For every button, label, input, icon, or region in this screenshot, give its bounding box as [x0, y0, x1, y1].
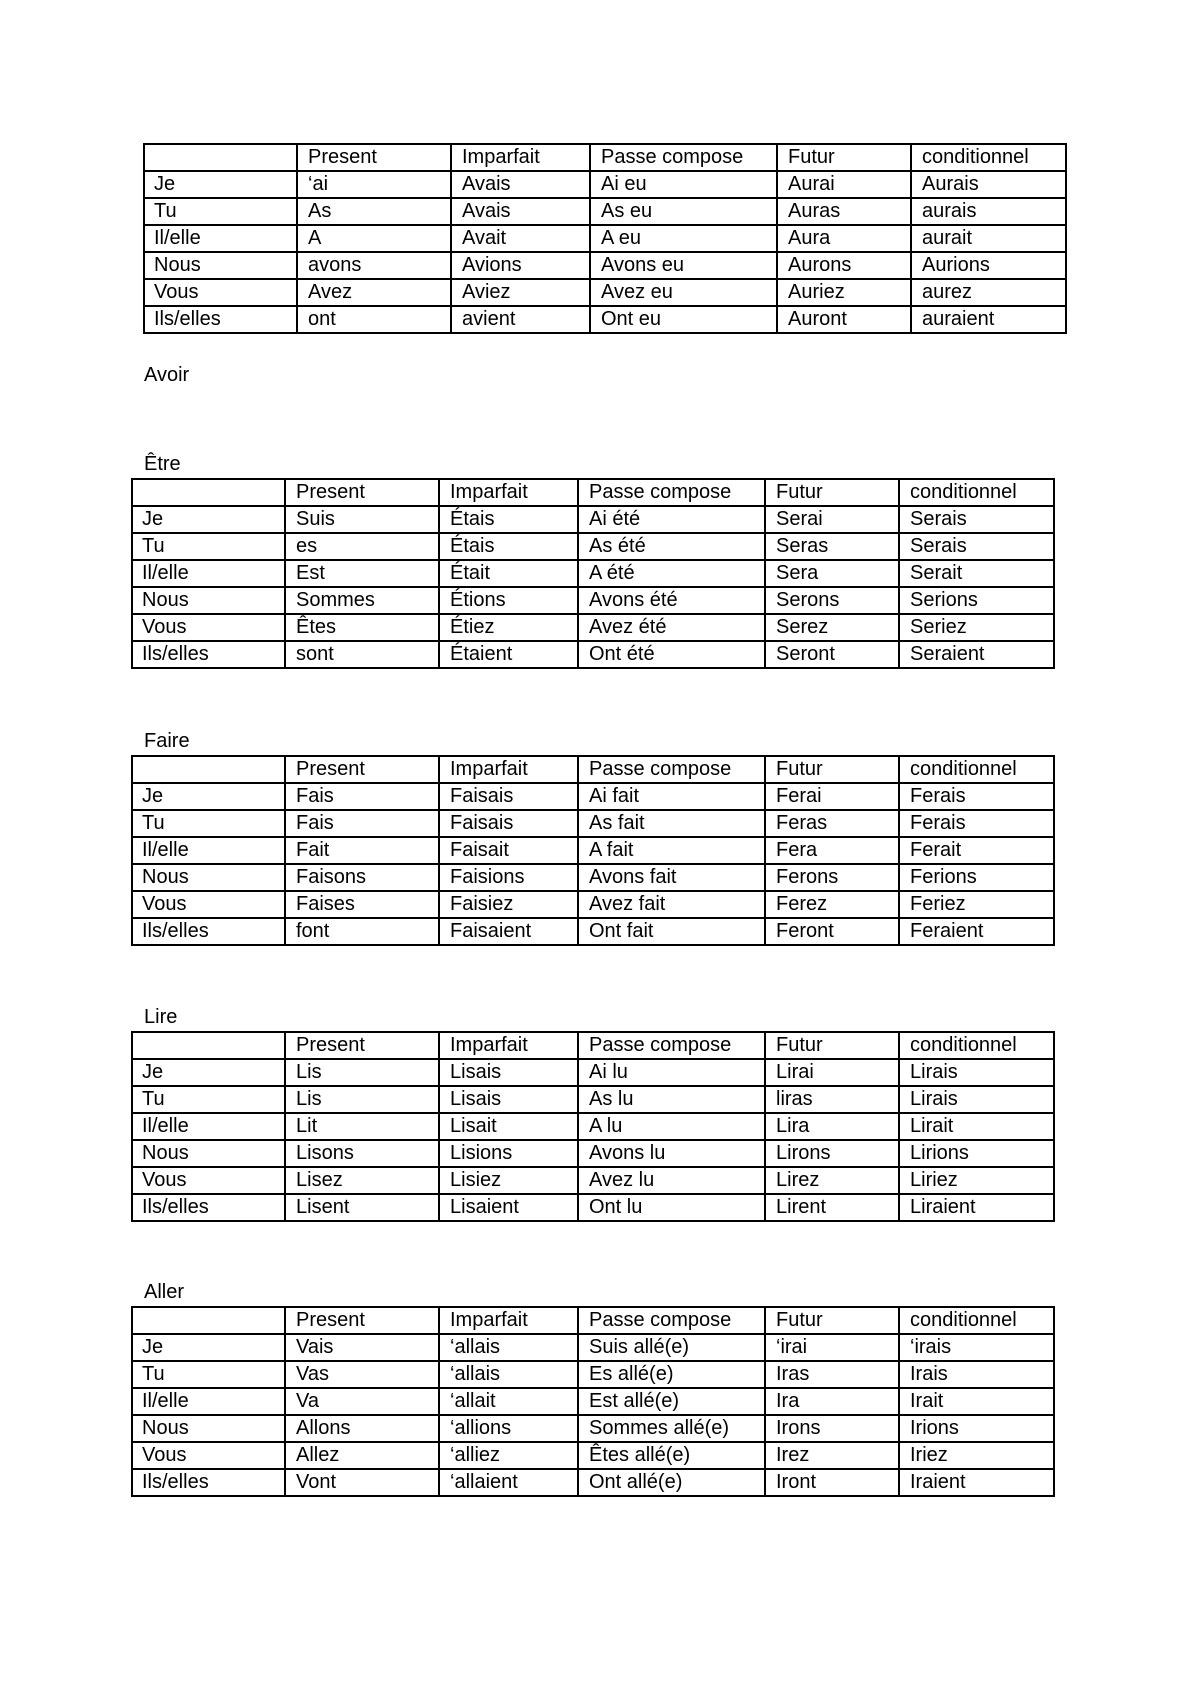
table-row — [132, 837, 1054, 864]
conjugation-cell: ‘ai — [297, 171, 451, 198]
conjugation-cell: ‘alliez — [439, 1442, 578, 1469]
conjugation-cell: Irez — [765, 1442, 899, 1469]
column-header-cell: conditionnel — [899, 479, 1054, 506]
conjugation-cell: A été — [578, 560, 765, 587]
pronoun-cell: Il/elle — [132, 1113, 285, 1140]
conjugation-cell: aurais — [911, 198, 1066, 225]
conjugation-cell: Serai — [765, 506, 899, 533]
conjugation-cell: Est — [285, 560, 439, 587]
table-row — [132, 1442, 1054, 1469]
conjugation-cell: Avons eu — [590, 252, 777, 279]
conjugation-cell: Feras — [765, 810, 899, 837]
header-corner-cell — [144, 144, 297, 171]
pronoun-cell: Tu — [132, 810, 285, 837]
pronoun-cell: Il/elle — [132, 837, 285, 864]
pronoun-cell: Je — [132, 506, 285, 533]
conjugation-cell: As fait — [578, 810, 765, 837]
table-row — [132, 1113, 1054, 1140]
pronoun-cell: Ils/elles — [132, 1469, 285, 1496]
pronoun-cell: Nous — [132, 587, 285, 614]
conjugation-cell: Lisions — [439, 1140, 578, 1167]
column-header-cell: Imparfait — [439, 756, 578, 783]
conjugation-cell: Aurais — [911, 171, 1066, 198]
conjugation-cell: Étais — [439, 506, 578, 533]
pronoun-cell: Tu — [132, 1086, 285, 1113]
conjugation-cell: Ferais — [899, 783, 1054, 810]
column-header-cell: Passe compose — [578, 756, 765, 783]
conjugation-cell: Ferais — [899, 810, 1054, 837]
conjugation-cell: Avions — [451, 252, 590, 279]
pronoun-cell: Vous — [132, 891, 285, 918]
conjugation-cell: Lirais — [899, 1059, 1054, 1086]
conjugation-cell: Serais — [899, 533, 1054, 560]
conjugation-cell: Lirent — [765, 1194, 899, 1221]
pronoun-cell: Je — [132, 1334, 285, 1361]
table-row — [132, 810, 1054, 837]
conjugation-table-avoir — [143, 143, 1067, 334]
conjugation-cell: Allez — [285, 1442, 439, 1469]
conjugation-cell: A — [297, 225, 451, 252]
pronoun-cell: Ils/elles — [132, 1194, 285, 1221]
column-header-cell: conditionnel — [899, 1032, 1054, 1059]
conjugation-cell: As lu — [578, 1086, 765, 1113]
conjugation-cell: Auras — [777, 198, 911, 225]
table-row — [132, 560, 1054, 587]
conjugation-cell: As eu — [590, 198, 777, 225]
column-header-cell: conditionnel — [899, 1307, 1054, 1334]
column-header-cell: Present — [285, 1307, 439, 1334]
column-header-cell: Imparfait — [439, 479, 578, 506]
conjugation-cell: Lirons — [765, 1140, 899, 1167]
table-row — [144, 279, 1066, 306]
conjugation-cell: Ai été — [578, 506, 765, 533]
conjugation-cell: Lirions — [899, 1140, 1054, 1167]
conjugation-cell: Ai lu — [578, 1059, 765, 1086]
table-body — [132, 479, 1054, 668]
conjugation-cell: avons — [297, 252, 451, 279]
conjugation-cell: A lu — [578, 1113, 765, 1140]
conjugation-cell: Feront — [765, 918, 899, 945]
conjugation-cell: Faisions — [439, 864, 578, 891]
table-row — [132, 1086, 1054, 1113]
conjugation-cell: Liriez — [899, 1167, 1054, 1194]
conjugation-cell: Seront — [765, 641, 899, 668]
conjugation-cell: Étais — [439, 533, 578, 560]
conjugation-cell: Irons — [765, 1415, 899, 1442]
column-header-cell: Futur — [765, 756, 899, 783]
conjugation-cell: Étions — [439, 587, 578, 614]
conjugation-cell: Avais — [451, 171, 590, 198]
conjugation-cell: Lisaient — [439, 1194, 578, 1221]
conjugation-cell: Sommes — [285, 587, 439, 614]
conjugation-cell: es — [285, 533, 439, 560]
conjugation-cell: Lirai — [765, 1059, 899, 1086]
conjugation-cell: A fait — [578, 837, 765, 864]
table-row — [132, 614, 1054, 641]
table-header-row — [132, 1032, 1054, 1059]
header-corner-cell — [132, 1032, 285, 1059]
conjugation-cell: Lira — [765, 1113, 899, 1140]
conjugation-cell: Fait — [285, 837, 439, 864]
conjugation-cell: Êtes allé(e) — [578, 1442, 765, 1469]
table-row — [132, 506, 1054, 533]
table-row — [132, 1361, 1054, 1388]
conjugation-cell: ‘allais — [439, 1361, 578, 1388]
pronoun-cell: Tu — [132, 533, 285, 560]
conjugation-cell: Fera — [765, 837, 899, 864]
table-header-row — [132, 756, 1054, 783]
pronoun-cell: Il/elle — [144, 225, 297, 252]
conjugation-cell: Ferons — [765, 864, 899, 891]
conjugation-cell: liras — [765, 1086, 899, 1113]
conjugation-cell: Suis allé(e) — [578, 1334, 765, 1361]
conjugation-cell: Êtes — [285, 614, 439, 641]
conjugation-cell: Était — [439, 560, 578, 587]
verb-title-lire: Lire — [144, 1006, 178, 1028]
conjugation-cell: Lit — [285, 1113, 439, 1140]
conjugation-cell: Aurons — [777, 252, 911, 279]
table-row — [132, 587, 1054, 614]
column-header-cell: Present — [297, 144, 451, 171]
column-header-cell: Futur — [765, 1307, 899, 1334]
column-header-cell: conditionnel — [899, 756, 1054, 783]
conjugation-cell: Suis — [285, 506, 439, 533]
table-row — [132, 1140, 1054, 1167]
column-header-cell: Imparfait — [451, 144, 590, 171]
conjugation-cell: font — [285, 918, 439, 945]
conjugation-cell: Étaient — [439, 641, 578, 668]
conjugation-cell: Avons fait — [578, 864, 765, 891]
header-corner-cell — [132, 479, 285, 506]
conjugation-cell: avient — [451, 306, 590, 333]
conjugation-cell: Iriez — [899, 1442, 1054, 1469]
conjugation-cell: Serais — [899, 506, 1054, 533]
table-body — [132, 1307, 1054, 1496]
conjugation-cell: Avez eu — [590, 279, 777, 306]
pronoun-cell: Nous — [132, 864, 285, 891]
conjugation-cell: Seras — [765, 533, 899, 560]
table-row — [144, 306, 1066, 333]
conjugation-cell: Aurai — [777, 171, 911, 198]
conjugation-cell: Aurions — [911, 252, 1066, 279]
column-header-cell: Passe compose — [578, 479, 765, 506]
conjugation-cell: Faisait — [439, 837, 578, 864]
conjugation-cell: Irait — [899, 1388, 1054, 1415]
table-row — [144, 252, 1066, 279]
conjugation-cell: ‘allait — [439, 1388, 578, 1415]
conjugation-cell: Lisait — [439, 1113, 578, 1140]
table-row — [132, 533, 1054, 560]
conjugation-cell: Est allé(e) — [578, 1388, 765, 1415]
conjugation-cell: ont — [297, 306, 451, 333]
conjugation-cell: Aviez — [451, 279, 590, 306]
conjugation-cell: Fais — [285, 783, 439, 810]
conjugation-cell: Ont été — [578, 641, 765, 668]
conjugation-cell: Avons été — [578, 587, 765, 614]
table-row — [132, 1059, 1054, 1086]
conjugation-table-lire — [131, 1031, 1055, 1222]
conjugation-cell: Sommes allé(e) — [578, 1415, 765, 1442]
conjugation-cell: Irions — [899, 1415, 1054, 1442]
pronoun-cell: Vous — [144, 279, 297, 306]
pronoun-cell: Je — [144, 171, 297, 198]
conjugation-cell: Seriez — [899, 614, 1054, 641]
conjugation-cell: Sera — [765, 560, 899, 587]
table-body — [132, 756, 1054, 945]
conjugation-cell: aurait — [911, 225, 1066, 252]
pronoun-cell: Nous — [132, 1415, 285, 1442]
table-row — [132, 1194, 1054, 1221]
conjugation-cell: Serions — [899, 587, 1054, 614]
verb-title-faire: Faire — [144, 730, 190, 752]
conjugation-cell: Seraient — [899, 641, 1054, 668]
conjugation-cell: As été — [578, 533, 765, 560]
conjugation-cell: Ferez — [765, 891, 899, 918]
conjugation-cell: Faisaient — [439, 918, 578, 945]
conjugation-cell: Ont eu — [590, 306, 777, 333]
table-row — [132, 783, 1054, 810]
conjugation-table-etre — [131, 478, 1055, 669]
conjugation-cell: Lirait — [899, 1113, 1054, 1140]
conjugation-cell: Va — [285, 1388, 439, 1415]
table-body — [132, 1032, 1054, 1221]
conjugation-cell: Faisais — [439, 783, 578, 810]
conjugation-cell: Iront — [765, 1469, 899, 1496]
conjugation-cell: Ferait — [899, 837, 1054, 864]
pronoun-cell: Je — [132, 783, 285, 810]
conjugation-cell: Lis — [285, 1059, 439, 1086]
table-row — [132, 641, 1054, 668]
conjugation-cell: Lirez — [765, 1167, 899, 1194]
conjugation-cell: aurez — [911, 279, 1066, 306]
conjugation-cell: Faises — [285, 891, 439, 918]
conjugation-cell: auraient — [911, 306, 1066, 333]
pronoun-cell: Je — [132, 1059, 285, 1086]
conjugation-cell: Lisais — [439, 1059, 578, 1086]
conjugation-cell: Liraient — [899, 1194, 1054, 1221]
conjugation-cell: Iraient — [899, 1469, 1054, 1496]
pronoun-cell: Il/elle — [132, 560, 285, 587]
pronoun-cell: Ils/elles — [132, 918, 285, 945]
conjugation-cell: Ferai — [765, 783, 899, 810]
conjugation-table-aller — [131, 1306, 1055, 1497]
conjugation-cell: Irais — [899, 1361, 1054, 1388]
table-row — [132, 891, 1054, 918]
verb-title-etre: Être — [144, 453, 181, 475]
pronoun-cell: Tu — [144, 198, 297, 225]
conjugation-cell: As — [297, 198, 451, 225]
conjugation-cell: Ai eu — [590, 171, 777, 198]
conjugation-cell: Serait — [899, 560, 1054, 587]
conjugation-cell: ‘irais — [899, 1334, 1054, 1361]
conjugation-table-faire — [131, 755, 1055, 946]
conjugation-cell: Ai fait — [578, 783, 765, 810]
table-header-row — [132, 1307, 1054, 1334]
conjugation-cell: Avez — [297, 279, 451, 306]
table-row — [132, 1469, 1054, 1496]
conjugation-cell: ‘allions — [439, 1415, 578, 1442]
column-header-cell: Imparfait — [439, 1032, 578, 1059]
conjugation-cell: Lisais — [439, 1086, 578, 1113]
conjugation-cell: Serons — [765, 587, 899, 614]
pronoun-cell: Vous — [132, 1442, 285, 1469]
table-row — [144, 198, 1066, 225]
column-header-cell: Present — [285, 479, 439, 506]
conjugation-cell: Vais — [285, 1334, 439, 1361]
column-header-cell: conditionnel — [911, 144, 1066, 171]
conjugation-cell: Allons — [285, 1415, 439, 1442]
conjugation-cell: Lirais — [899, 1086, 1054, 1113]
table-row — [132, 1415, 1054, 1442]
conjugation-cell: Étiez — [439, 614, 578, 641]
conjugation-cell: Feriez — [899, 891, 1054, 918]
pronoun-cell: Nous — [132, 1140, 285, 1167]
pronoun-cell: Ils/elles — [144, 306, 297, 333]
column-header-cell: Futur — [765, 479, 899, 506]
column-header-cell: Imparfait — [439, 1307, 578, 1334]
conjugation-cell: Aura — [777, 225, 911, 252]
conjugation-cell: sont — [285, 641, 439, 668]
header-corner-cell — [132, 1307, 285, 1334]
pronoun-cell: Vous — [132, 614, 285, 641]
conjugation-cell: Ont fait — [578, 918, 765, 945]
table-body — [144, 144, 1066, 333]
table-row — [144, 171, 1066, 198]
conjugation-cell: Iras — [765, 1361, 899, 1388]
verb-title-avoir: Avoir — [144, 364, 190, 386]
conjugation-cell: ‘allais — [439, 1334, 578, 1361]
pronoun-cell: Ils/elles — [132, 641, 285, 668]
pronoun-cell: Vous — [132, 1167, 285, 1194]
pronoun-cell: Tu — [132, 1361, 285, 1388]
conjugation-cell: Avais — [451, 198, 590, 225]
table-row — [132, 918, 1054, 945]
conjugation-cell: Lisons — [285, 1140, 439, 1167]
conjugation-cell: Fais — [285, 810, 439, 837]
conjugation-cell: Ferions — [899, 864, 1054, 891]
conjugation-cell: Vont — [285, 1469, 439, 1496]
table-row — [132, 1167, 1054, 1194]
conjugation-cell: Vas — [285, 1361, 439, 1388]
conjugation-cell: Avait — [451, 225, 590, 252]
table-header-row — [144, 144, 1066, 171]
conjugation-cell: Avez été — [578, 614, 765, 641]
table-row — [144, 225, 1066, 252]
column-header-cell: Passe compose — [578, 1307, 765, 1334]
column-header-cell: Futur — [765, 1032, 899, 1059]
conjugation-cell: Avez fait — [578, 891, 765, 918]
conjugation-cell: Lisiez — [439, 1167, 578, 1194]
conjugation-cell: Feraient — [899, 918, 1054, 945]
conjugation-cell: Es allé(e) — [578, 1361, 765, 1388]
conjugation-cell: ‘irai — [765, 1334, 899, 1361]
conjugation-cell: Serez — [765, 614, 899, 641]
column-header-cell: Futur — [777, 144, 911, 171]
table-row — [132, 864, 1054, 891]
column-header-cell: Present — [285, 1032, 439, 1059]
pronoun-cell: Nous — [144, 252, 297, 279]
conjugation-cell: Faisiez — [439, 891, 578, 918]
conjugation-cell: Faisais — [439, 810, 578, 837]
conjugation-cell: Avez lu — [578, 1167, 765, 1194]
conjugation-cell: ‘allaient — [439, 1469, 578, 1496]
conjugation-cell: Lis — [285, 1086, 439, 1113]
conjugation-cell: Faisons — [285, 864, 439, 891]
conjugation-cell: Lisent — [285, 1194, 439, 1221]
conjugation-cell: Lisez — [285, 1167, 439, 1194]
conjugation-cell: Auriez — [777, 279, 911, 306]
column-header-cell: Passe compose — [590, 144, 777, 171]
table-header-row — [132, 479, 1054, 506]
conjugation-cell: Ont allé(e) — [578, 1469, 765, 1496]
conjugation-cell: Auront — [777, 306, 911, 333]
verb-title-aller: Aller — [144, 1281, 185, 1303]
conjugation-cell: A eu — [590, 225, 777, 252]
pronoun-cell: Il/elle — [132, 1388, 285, 1415]
conjugation-cell: Ont lu — [578, 1194, 765, 1221]
table-row — [132, 1388, 1054, 1415]
conjugation-cell: Ira — [765, 1388, 899, 1415]
header-corner-cell — [132, 756, 285, 783]
conjugation-cell: Avons lu — [578, 1140, 765, 1167]
column-header-cell: Passe compose — [578, 1032, 765, 1059]
column-header-cell: Present — [285, 756, 439, 783]
table-row — [132, 1334, 1054, 1361]
